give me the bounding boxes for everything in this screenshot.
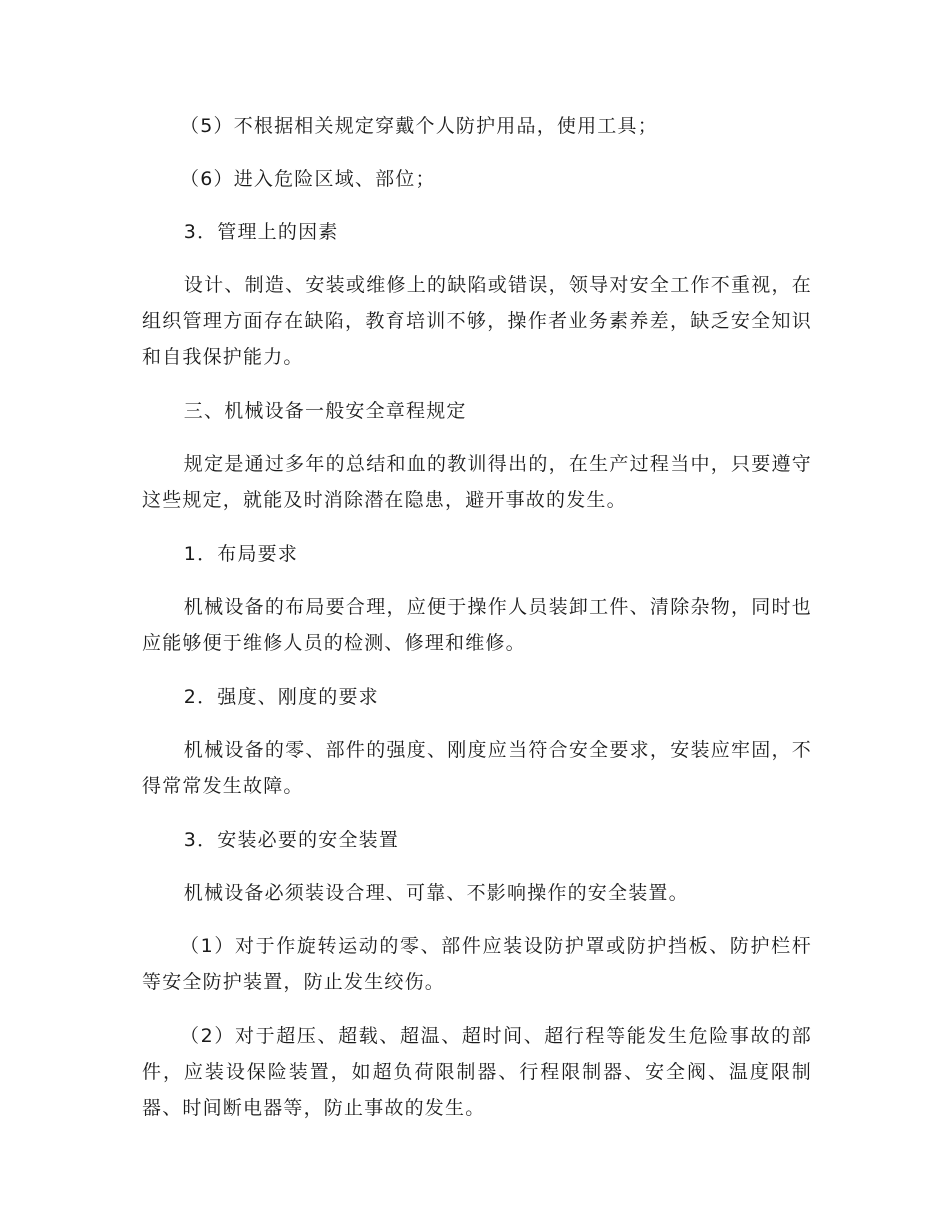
chapter-heading-safety-rules: 三、机械设备一般安全章程规定: [183, 400, 467, 422]
body-paragraph-strength: 机械设备的零、部件的强度、刚度应当符合安全要求，安装应牢固，不得常常发生故障。: [142, 739, 812, 797]
list-item-1: （1）对于作旋转运动的零、部件应装设防护罩或防护挡板、防护栏杆等安全防护装置，防止发生绞伤。: [142, 935, 812, 993]
document-body: [142, 108, 812, 1126]
list-item-2: （2）对于超压、超载、超温、超时间、超行程等能发生危险事故的部件，应装设保险装置，如超负荷限制器、行程限制器、安全阀、温度限制器、时间断电器等，防止事故的发生。: [142, 1025, 812, 1119]
body-paragraph-management: 设计、制造、安装或维修上的缺陷或错误，领导对安全工作不重视，在组织管理方面存在缺陷，教育培训不够，操作者业务素养差，缺乏安全知识和自我保护能力。: [142, 274, 812, 368]
section-heading-strength: 2．强度、刚度的要求: [183, 686, 379, 708]
body-paragraph-rules-intro: 规定是通过多年的总结和血的教训得出的，在生产过程当中，只要遵守这些规定，就能及时消除潜在隐患，避开事故的发生。: [142, 453, 812, 511]
list-item-6: （6）进入危险区域、部位；: [180, 168, 436, 190]
section-heading-management-factors: 3．管理上的因素: [183, 221, 339, 243]
section-heading-layout: 1．布局要求: [183, 543, 299, 565]
body-paragraph-safety-devices: 机械设备必须装设合理、可靠、不影响操作的安全装置。: [183, 882, 689, 904]
body-paragraph-layout: 机械设备的布局要合理，应便于操作人员装卸工件、清除杂物，同时也应能够便于维修人员的检测、修理和维修。: [142, 596, 812, 654]
list-item-5: （5）不根据相关规定穿戴个人防护用品，使用工具；: [180, 115, 658, 137]
section-heading-safety-devices: 3．安装必要的安全装置: [183, 829, 400, 851]
